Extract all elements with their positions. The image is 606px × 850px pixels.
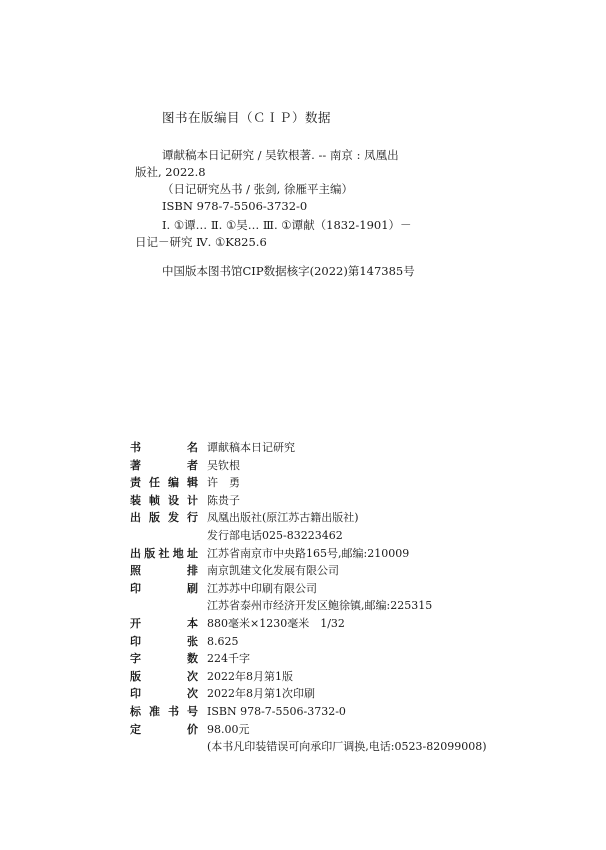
cip-line-5: Ⅰ. ①谭… Ⅱ. ①吴… Ⅲ. ①谭献（1832-1901）－	[162, 218, 412, 232]
imprint-label-char: 书	[168, 705, 179, 718]
imprint-value: 吴钦根	[207, 458, 240, 472]
imprint-label-char: 字	[130, 652, 141, 666]
imprint-label-char: 责	[130, 476, 141, 490]
imprint-label-char: 排	[187, 564, 198, 578]
cip-line-2: 版社, 2022.8	[135, 165, 206, 179]
cip-line-1: 谭献稿本日记研究 / 吴钦根著. -- 南京 : 凤凰出	[162, 148, 399, 162]
imprint-label-char: 社	[158, 546, 170, 560]
imprint-label-char: 印	[130, 687, 141, 701]
cip-line-4: ISBN 978-7-5506-3732-0	[162, 199, 308, 213]
imprint-value: 陈贵子	[207, 493, 240, 507]
imprint-label-char: 版	[149, 511, 160, 525]
imprint-label-char: 印	[130, 634, 141, 648]
imprint-label	[130, 458, 198, 474]
imprint-label-char: 刷	[187, 581, 198, 595]
imprint-value: 2022年8月第1次印刷	[207, 687, 315, 701]
imprint-label-char: 名	[187, 441, 198, 454]
imprint-label-char: 次	[187, 687, 198, 701]
imprint-label-char: 编	[168, 476, 179, 490]
imprint-label-char: 开	[130, 617, 141, 630]
imprint-label-char: 设	[168, 493, 179, 507]
imprint-label	[130, 651, 198, 667]
imprint-label	[130, 493, 198, 509]
imprint-label-char: 标	[130, 705, 141, 718]
cip-line-3: （日记研究丛书 / 张剑, 徐雁平主编）	[162, 182, 353, 196]
imprint-label	[130, 616, 198, 632]
imprint-label-char: 地	[172, 546, 184, 560]
imprint-label	[130, 510, 198, 526]
imprint-label-char: 任	[149, 476, 160, 490]
imprint-label-char: 发	[168, 511, 179, 525]
imprint-value: 凤凰出版社(原江苏古籍出版社)	[207, 511, 359, 525]
imprint-label	[130, 704, 198, 720]
imprint-value: 880毫米×1230毫米 1/32	[207, 617, 345, 630]
imprint-label-char: 辑	[187, 476, 198, 490]
imprint-value: 谭献稿本日记研究	[207, 441, 295, 454]
imprint-label-char: 著	[130, 458, 141, 472]
imprint-value: 江苏省南京市中央路165号,邮编:210009	[207, 546, 410, 560]
imprint-label-char: 号	[187, 705, 198, 718]
imprint-value: 南京凯建文化发展有限公司	[207, 564, 339, 578]
imprint-label	[130, 686, 198, 702]
imprint-value: 江苏苏中印刷有限公司	[207, 581, 317, 595]
imprint-label-char: 张	[187, 634, 198, 648]
cip-title: 图书在版编目（ＣＩＰ）数据	[162, 110, 332, 125]
imprint-label-char: 价	[187, 722, 198, 736]
imprint-label-char: 次	[187, 669, 198, 683]
imprint-label	[130, 440, 198, 456]
imprint-label-char: 行	[187, 511, 198, 525]
imprint-label	[130, 475, 198, 491]
imprint-label-char: 址	[187, 546, 198, 560]
imprint-label-char: 印	[130, 581, 141, 595]
imprint-label	[130, 546, 198, 562]
imprint-label-char: 装	[130, 493, 141, 507]
imprint-label	[130, 634, 198, 650]
imprint-label-char: 版	[144, 546, 156, 560]
imprint-value: 许 勇	[207, 476, 240, 490]
imprint-label-char: 出	[130, 511, 141, 525]
imprint-value: 2022年8月第1版	[207, 669, 293, 683]
imprint-label	[130, 722, 198, 738]
imprint-label	[130, 669, 198, 685]
imprint-value: (本书凡印装错误可向承印厂调换,电话:0523-82099008)	[207, 740, 487, 754]
imprint-label-char: 帧	[149, 493, 160, 507]
imprint-value: 发行部电话025-83223462	[207, 529, 343, 542]
imprint-label-char: 准	[149, 705, 160, 718]
imprint-value: 224千字	[207, 652, 250, 666]
imprint-label	[130, 563, 198, 579]
imprint-value: 98.00元	[207, 722, 250, 736]
cip-line-6: 日记－研究 Ⅳ. ①K825.6	[135, 235, 267, 249]
imprint-value: ISBN 978-7-5506-3732-0	[207, 705, 346, 718]
imprint-label-char: 出	[130, 546, 141, 560]
imprint-label-char: 照	[130, 564, 141, 578]
imprint-label-char: 定	[130, 722, 141, 736]
imprint-label-char: 数	[187, 652, 198, 666]
imprint-value: 江苏省泰州市经济开发区鲍徐镇,邮编:225315	[207, 599, 433, 613]
imprint-label-char: 书	[130, 441, 141, 454]
imprint-label-char: 计	[187, 493, 198, 507]
imprint-label-char: 本	[187, 617, 198, 630]
imprint-label-char: 者	[187, 458, 198, 472]
imprint-label-char: 版	[130, 669, 141, 683]
imprint-label	[130, 581, 198, 597]
imprint-value: 8.625	[207, 634, 239, 648]
cip-line-7: 中国版本图书馆CIP数据核字(2022)第147385号	[162, 264, 415, 278]
